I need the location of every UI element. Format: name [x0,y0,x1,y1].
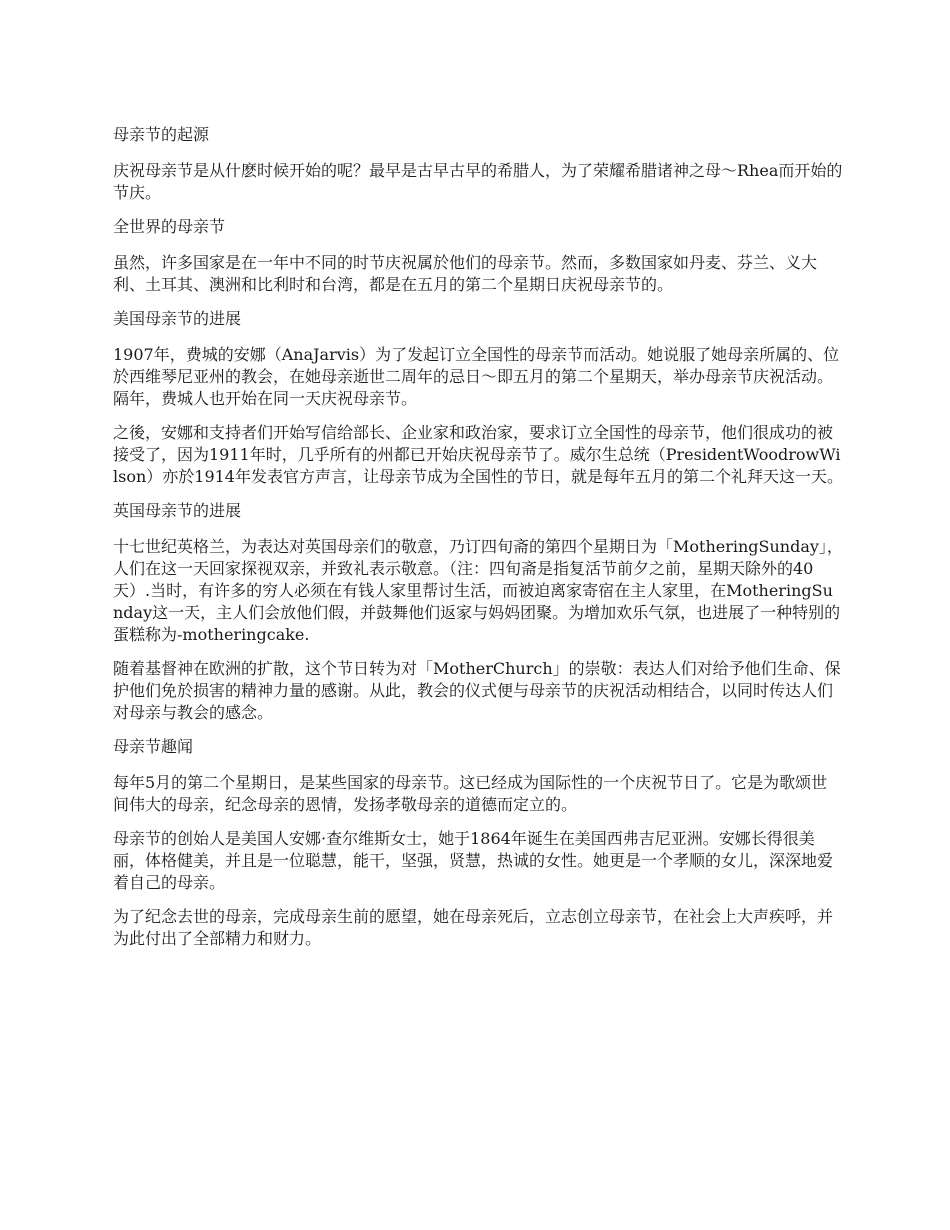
paragraph-trivia-2: 母亲节的创始人是美国人安娜·查尔维斯女士，她于1864年诞生在美国西弗吉尼亚洲。安娜长得很美丽，体格健美，并且是一位聪慧，能干，坚强，贤慧，热诚的女性。她更是一个孝顺的女儿，深深地爱着自己的母亲。 [113,829,834,892]
document-body [113,124,843,962]
paragraph-trivia-3: 为了纪念去世的母亲，完成母亲生前的愿望，她在母亲死后，立志创立母亲节，在社会上大声疾呼，并为此付出了全部精力和财力。 [113,907,834,948]
section-heading-usa: 美国母亲节的进展 [113,309,242,328]
paragraph-usa-2: 之後，安娜和支持者们开始写信给部长、企业家和政治家，要求订立全国性的母亲节，他们很成功的被接受了，因为1911年时，几乎所有的州都已开始庆祝母亲节了。威尔生总统（PresidentWoodrowWilson）亦於1914年发表官方声言，让母亲节成为全国性的节日，就是每年五月的第二个礼拜天这一天。 [113,423,843,486]
paragraph-worldwide: 虽然，许多国家是在一年中不同的时节庆祝属於他们的母亲节。然而，多数国家如丹麦、芬兰、义大利、土耳其、澳洲和比利时和台湾，都是在五月的第二个星期日庆祝母亲节的。 [113,253,818,294]
section-heading-trivia: 母亲节趣闻 [113,737,194,756]
section-heading-worldwide: 全世界的母亲节 [113,217,226,236]
paragraph-uk-1: 十七世纪英格兰，为表达对英国母亲们的敬意，乃订四旬斋的第四个星期日为「MotheringSunday」，人们在这一天回家探视双亲，并致礼表示敬意。（注：四旬斋是指复活节前夕之前，星期天除外的40天）.当时，有许多的穷人必须在有钱人家里帮讨生活，而被迫离家寄宿在主人家里，在MotheringSunday这一天，主人们会放他们假，并鼓舞他们返家与妈妈团聚。为增加欢乐气氛，也进展了一种特别的蛋糕称为-motheringcake. [113,537,843,644]
section-heading-origin: 母亲节的起源 [113,125,210,144]
paragraph-usa-1: 1907年，费城的安娜（AnaJarvis）为了发起订立全国性的母亲节而活动。她说服了她母亲所属的、位於西维琴尼亚州的教会，在她母亲逝世二周年的忌日～即五月的第二个星期天，举办母亲节庆祝活动。隔年，费城人也开始在同一天庆祝母亲节。 [113,345,840,408]
section-heading-uk: 英国母亲节的进展 [113,501,242,520]
paragraph-origin: 庆祝母亲节是从什麽时候开始的呢？最早是古早古早的希腊人，为了荣耀希腊诸神之母～Rhea而开始的节庆。 [113,161,843,202]
paragraph-uk-2: 随着基督神在欧洲的扩散，这个节日转为对「MotherChurch」的崇敬：表达人们对给予他们生命、保护他们免於损害的精神力量的感谢。从此，教会的仪式便与母亲节的庆祝活动相结合，以同时传达人们对母亲与教会的感念。 [113,659,841,722]
paragraph-trivia-1: 每年5月的第二个星期日，是某些国家的母亲节。这已经成为国际性的一个庆祝节日了。它是为歌颂世间伟大的母亲，纪念母亲的恩情，发扬孝敬母亲的道德而定立的。 [113,773,828,814]
